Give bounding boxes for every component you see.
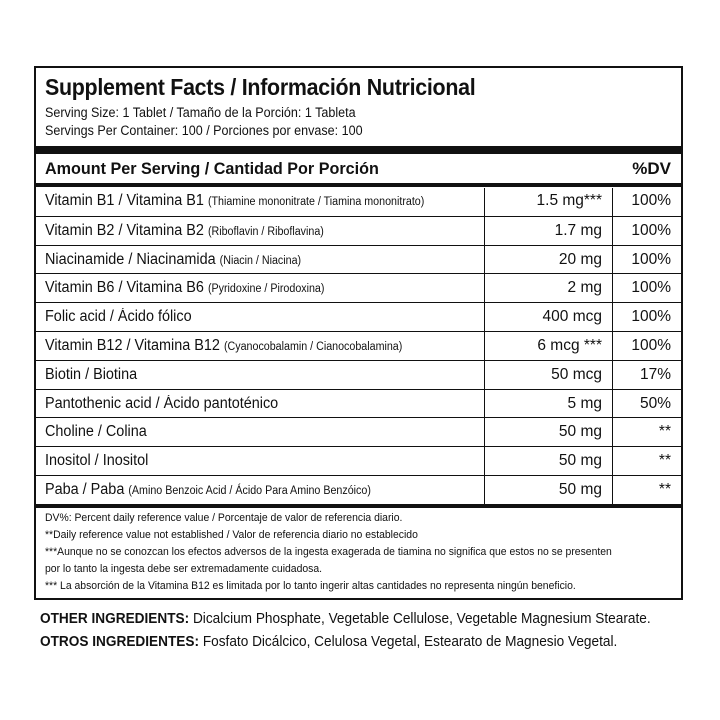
nutrient-name [45, 452, 148, 470]
footer-divider [36, 504, 681, 508]
nutrient-source: (Pyridoxine / Pirodoxina) [207, 283, 325, 296]
footnote-not-established: **Daily reference value not established / Valor de referencia diario no establecido [45, 529, 418, 541]
nutrient-dv: 50% [639, 394, 671, 412]
nutrient-dv: 100% [631, 279, 671, 297]
nutrient-amount: 400 mcg [542, 308, 602, 326]
nutrient-name [45, 395, 278, 413]
amount-per-serving-header: Amount Per Serving / Cantidad Por Porción [45, 159, 379, 178]
table-row [36, 475, 681, 504]
nutrient-name [45, 222, 324, 240]
nutrient-source: (Thiamine mononitrate / Tiamina mononitrato) [207, 196, 425, 208]
thick-divider [36, 146, 681, 154]
nutrient-label: Vitamin B6 / Vitamina B6 [45, 279, 204, 297]
table-row [36, 187, 681, 216]
nutrient-name [45, 423, 147, 441]
other-ingredients-label: OTHER INGREDIENTS: [40, 611, 190, 627]
nutrient-label: Biotin / Biotina [45, 365, 138, 383]
nutrient-name [45, 308, 192, 326]
footnote-thiamine: ***Aunque no se conozcan los efectos adversos de la ingesta exagerada de tiamina no significa que estos no se presenten [45, 546, 612, 558]
nutrient-dv: 100% [631, 221, 671, 239]
nutrient-label: Vitamin B2 / Vitamina B2 [45, 221, 204, 239]
nutrient-amount: 20 mg [558, 250, 602, 268]
table-row [36, 417, 681, 446]
servings-per-container: Servings Per Container: 100 / Porciones por envase: 100 [45, 123, 363, 138]
supplement-facts-panel [34, 66, 683, 600]
table-row [36, 302, 681, 331]
nutrient-name [45, 251, 301, 269]
nutrient-amount: 1.5 mg*** [536, 192, 602, 209]
nutrient-name [45, 337, 402, 355]
nutrient-label: Vitamin B1 / Vitamina B1 [45, 192, 204, 209]
serving-size: Serving Size: 1 Tablet / Tamaño de la Porción: 1 Tableta [45, 105, 356, 120]
nutrient-dv: 100% [631, 308, 671, 326]
nutrient-source: (Cyanocobalamin / Cianocobalamina) [223, 341, 403, 353]
other-ingredients-text: Dicalcium Phosphate, Vegetable Cellulose, Vegetable Magnesium Stearate. [189, 611, 651, 627]
nutrient-amount: 5 mg [567, 394, 602, 412]
nutrient-name [45, 366, 137, 384]
nutrient-name [45, 279, 324, 297]
nutrient-amount: 2 mg [567, 279, 602, 297]
otros-ingredientes [40, 634, 617, 650]
nutrient-amount: 50 mg [558, 452, 602, 470]
nutrient-label: Folic acid / Ácido fólico [45, 308, 192, 326]
otros-ingredientes-label: OTROS INGREDIENTES: [40, 634, 200, 650]
dv-column-divider [612, 188, 613, 508]
nutrient-source: (Amino Benzoic Acid / Ácido Para Amino Benzóico) [128, 485, 371, 497]
nutrient-label: Choline / Colina [45, 423, 147, 441]
nutrient-label: Pantothenic acid / Ácido pantoténico [45, 394, 279, 412]
table-row [36, 245, 681, 274]
amount-column-divider [484, 188, 485, 508]
nutrient-label: Niacinamide / Niacinamida [45, 250, 216, 268]
nutrient-amount: 50 mcg [551, 365, 602, 383]
nutrient-name [45, 192, 424, 210]
footnote-thiamine-cont: por lo tanto la ingesta debe ser extremadamente cuidadosa. [45, 563, 323, 575]
otros-ingredientes-text: Fosfato Dicálcico, Celulosa Vegetal, Estearato de Magnesio Vegetal. [199, 634, 618, 650]
nutrient-amount: 50 mg [558, 481, 602, 498]
table-row [36, 273, 681, 302]
nutrient-amount: 6 mcg *** [537, 337, 602, 354]
table-row [36, 331, 681, 360]
table-row [36, 446, 681, 475]
table-row [36, 216, 681, 245]
nutrient-dv: ** [658, 452, 671, 470]
nutrient-source: (Riboflavin / Riboflavina) [207, 225, 324, 238]
nutrient-dv: ** [658, 423, 671, 441]
nutrient-dv: 100% [631, 250, 671, 268]
other-ingredients [40, 611, 651, 627]
nutrient-dv: 100% [631, 337, 671, 354]
nutrient-name [45, 481, 371, 499]
nutrient-label: Vitamin B12 / Vitamina B12 [45, 337, 220, 354]
nutrient-source: (Niacin / Niacina) [219, 254, 302, 267]
table-row [36, 389, 681, 418]
panel-title: Supplement Facts / Información Nutricional [45, 74, 476, 100]
footnote-dv: DV%: Percent daily reference value / Porcentaje de valor de referencia diario. [45, 512, 403, 524]
nutrient-dv: ** [658, 481, 671, 498]
nutrient-label: Paba / Paba [45, 481, 125, 498]
nutrient-label: Inositol / Inositol [45, 452, 149, 470]
nutrient-dv: 100% [631, 192, 671, 209]
nutrient-amount: 1.7 mg [554, 221, 602, 239]
nutrient-dv: 17% [639, 365, 671, 383]
footnote-b12: *** La absorción de la Vitamina B12 es limitada por lo tanto ingerir altas cantidades no representa ningún beneficio. [45, 580, 576, 592]
dv-header: %DV [632, 159, 671, 178]
nutrient-amount: 50 mg [558, 423, 602, 441]
table-row [36, 360, 681, 389]
